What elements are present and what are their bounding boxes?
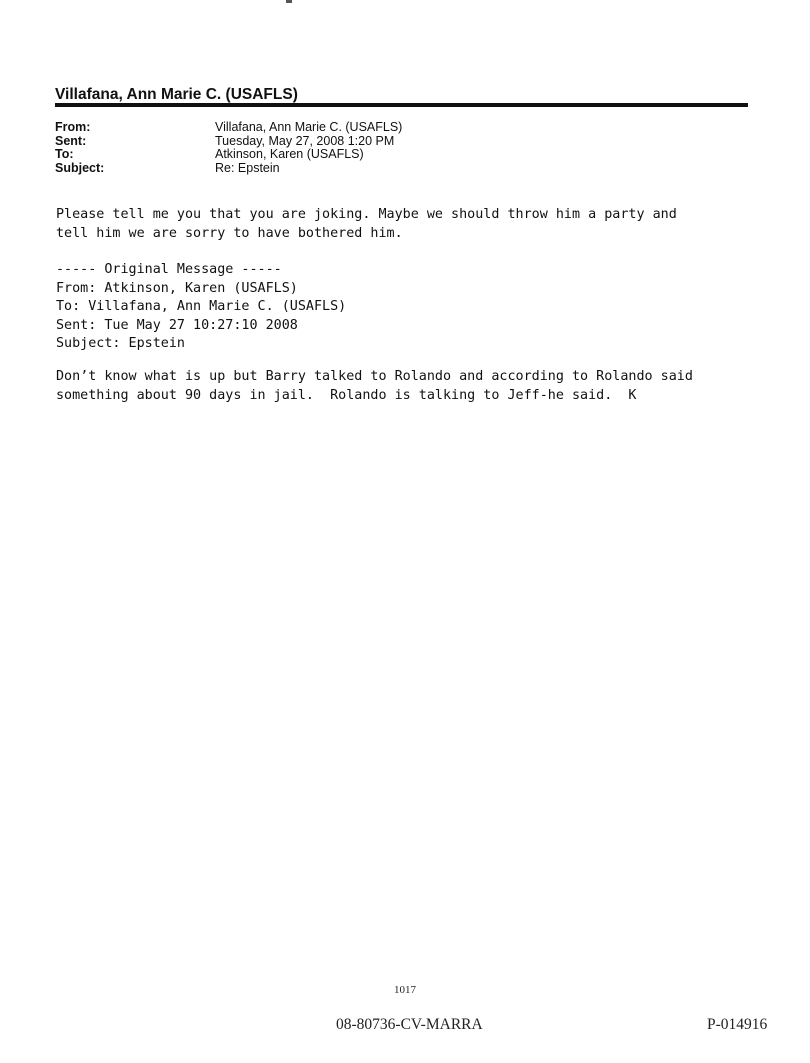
- meta-value: Atkinson, Karen (USAFLS): [215, 147, 364, 161]
- original-to: To: Villafana, Ann Marie C. (USAFLS): [56, 299, 347, 314]
- meta-value: Tuesday, May 27, 2008 1:20 PM: [215, 133, 395, 148]
- meta-row-from: [55, 121, 402, 135]
- original-body-line: Don’t know what is up but Barry talked to Rolando and according to Rolando said: [56, 369, 693, 384]
- header-divider: [55, 103, 748, 107]
- original-from: From: Atkinson, Karen (USAFLS): [56, 280, 298, 296]
- bates-number: P-014916: [707, 1016, 768, 1033]
- reply-line: Please tell me you that you are joking. Maybe we should throw him a party and: [56, 207, 677, 222]
- meta-row-sent: [55, 135, 402, 149]
- reply-line: tell him we are sorry to have bothered him.: [56, 225, 403, 241]
- original-body-line: something about 90 days in jail. Rolando is talking to Jeff-he said. K: [56, 387, 637, 403]
- meta-label: From:: [55, 120, 91, 134]
- meta-value: Re: Epstein: [215, 160, 280, 175]
- original-sent: Sent: Tue May 27 10:27:10 2008: [56, 317, 298, 333]
- original-subject: Subject: Epstein: [56, 336, 185, 351]
- original-divider: ----- Original Message -----: [56, 262, 282, 277]
- meta-label: To:: [55, 147, 74, 161]
- meta-row-subject: [55, 162, 402, 176]
- original-message-header: [56, 261, 346, 354]
- meta-label: Subject:: [55, 160, 105, 175]
- case-number: 08-80736-CV-MARRA: [336, 1016, 483, 1033]
- meta-label: Sent:: [55, 133, 87, 148]
- email-meta-table: [55, 121, 402, 175]
- scan-artifact-mark: [286, 0, 292, 3]
- original-message-body: [56, 368, 693, 405]
- sender-header: Villafana, Ann Marie C. (USAFLS): [55, 86, 298, 103]
- reply-body: [56, 206, 677, 243]
- meta-row-to: [55, 148, 402, 162]
- meta-value: Villafana, Ann Marie C. (USAFLS): [215, 120, 403, 134]
- page-number: 1017: [394, 984, 416, 996]
